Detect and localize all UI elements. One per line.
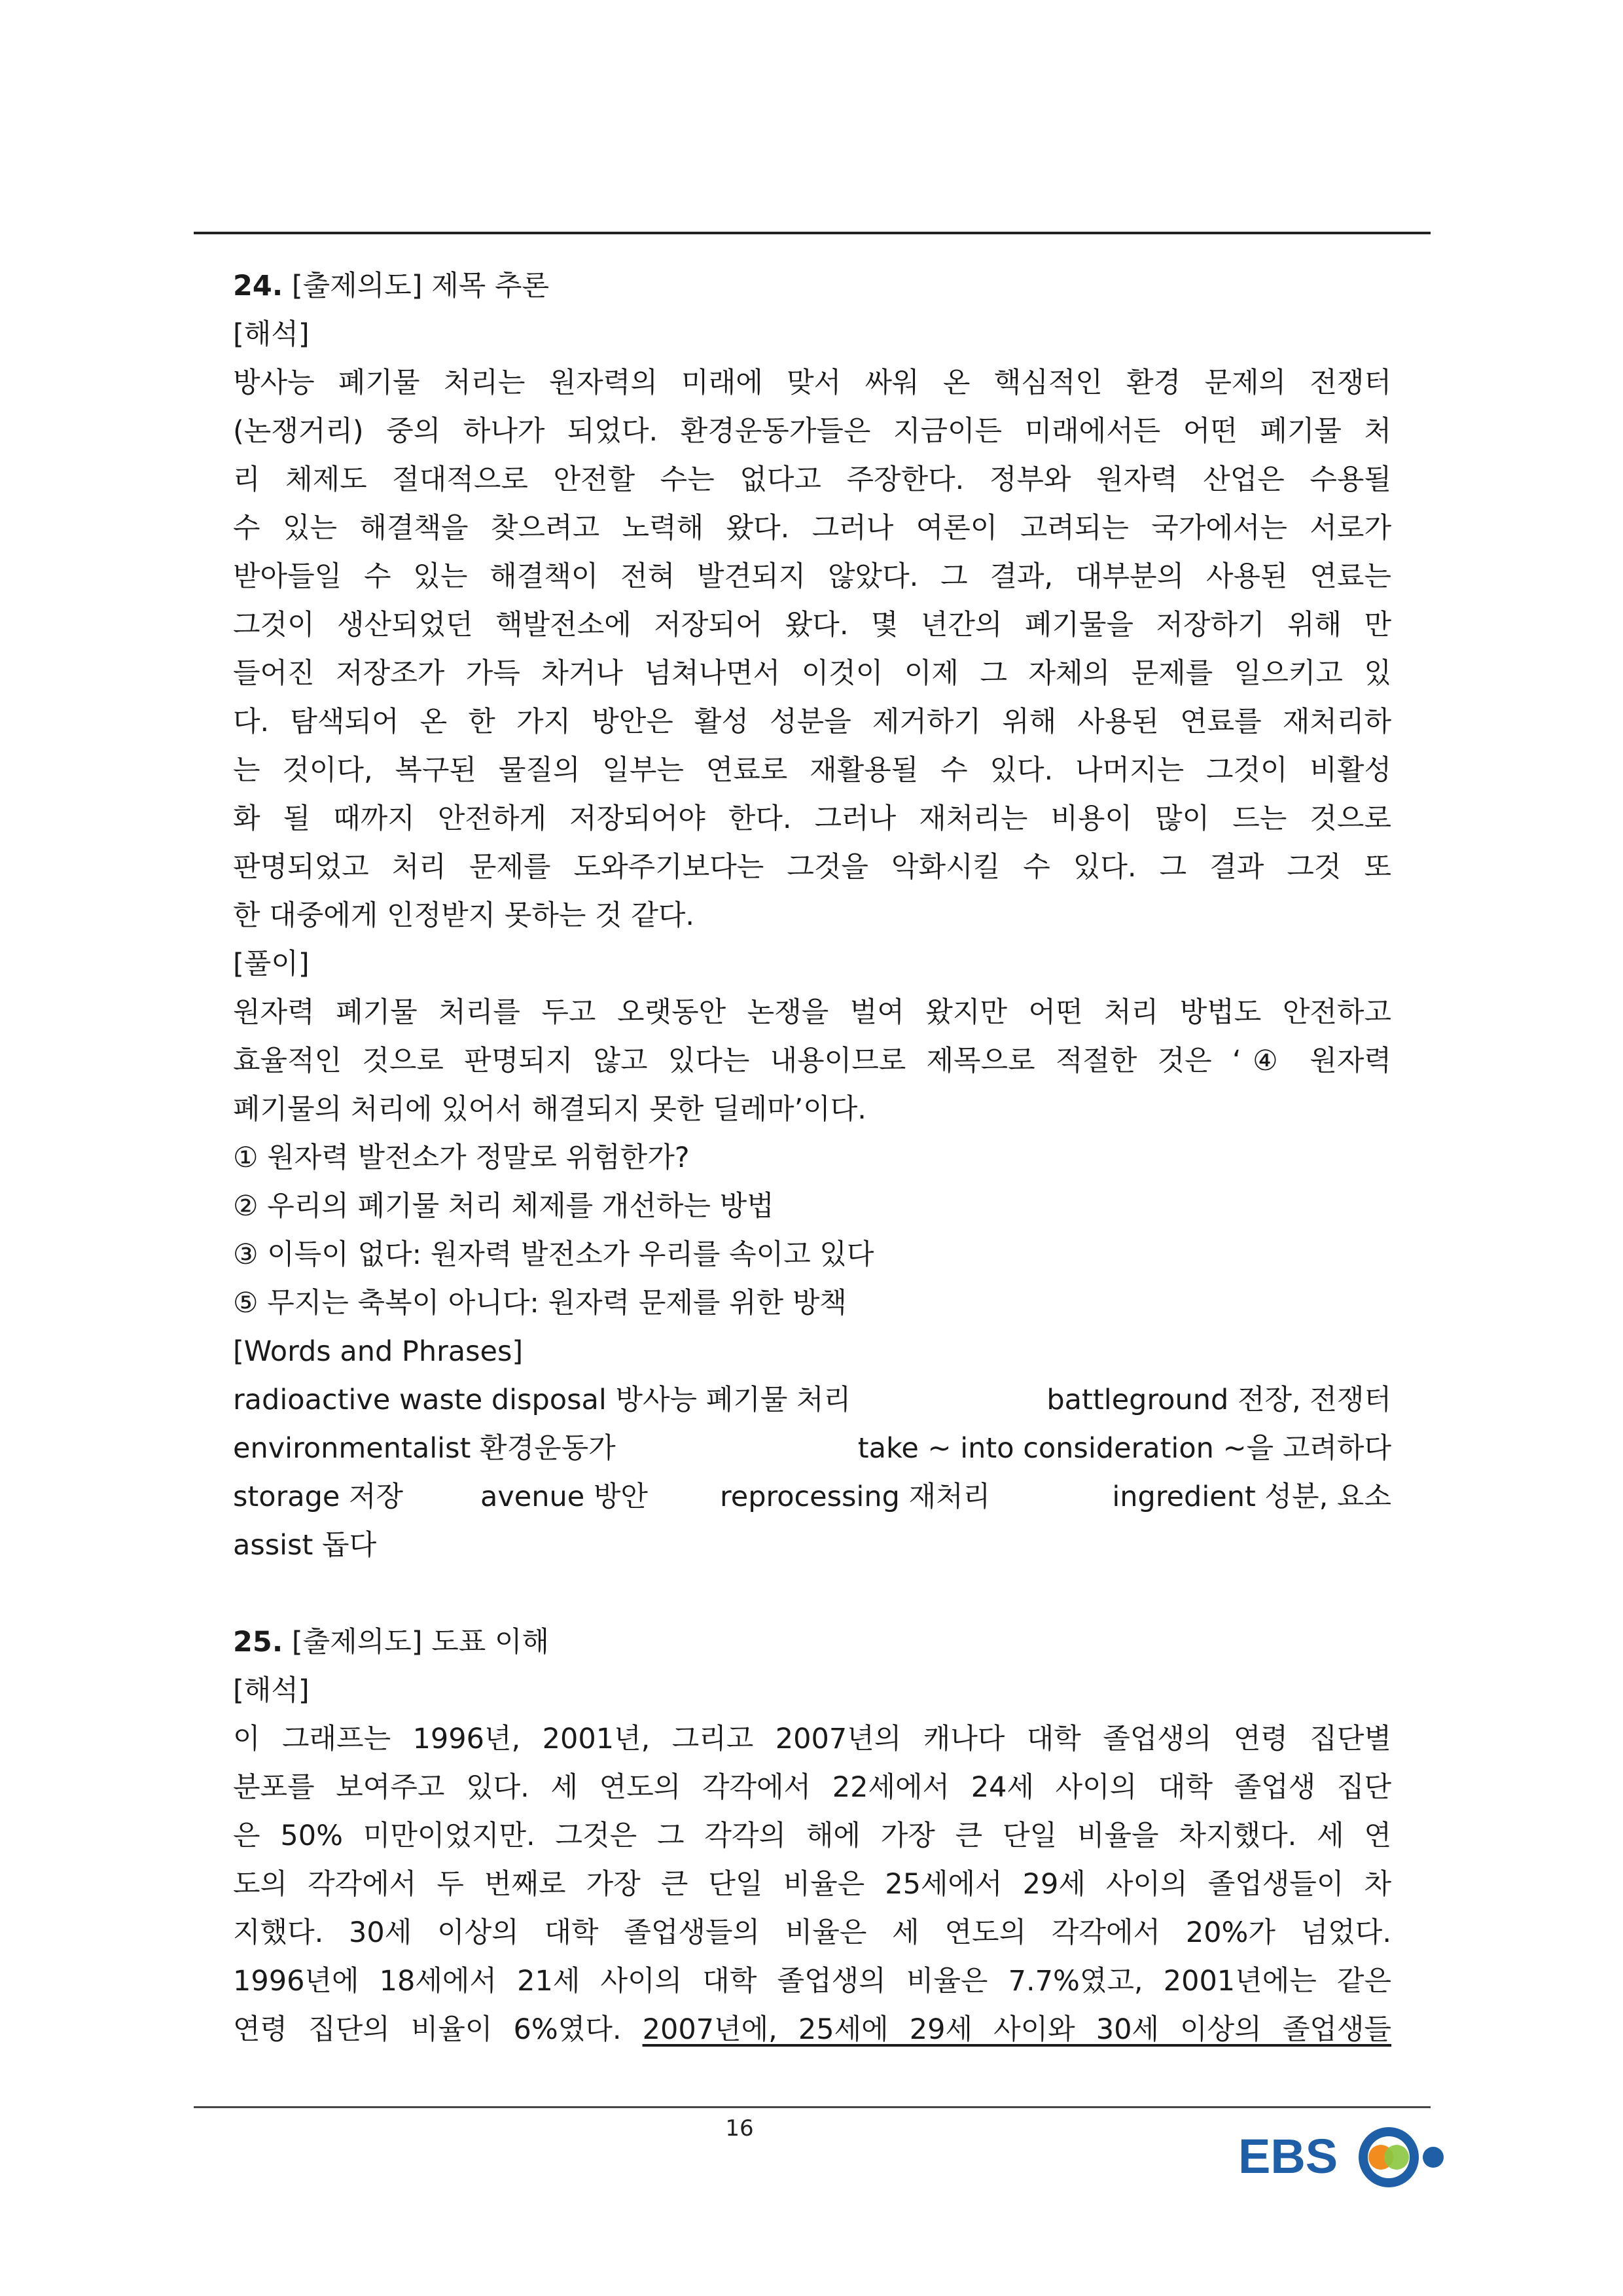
vocab-entry: assist 돕다 [233,1529,377,1562]
q24-heading [233,262,1391,310]
q24-sol-label: [풀이] [233,948,310,980]
section-gap [233,1570,1391,1618]
logo-green-dot-icon [1384,2145,1409,2170]
q24-interp-line: 판명되었고 처리 문제를 도와주기보다는 그것을 악화시킬 수 있다. 그 결과 그것 또 [233,851,1391,884]
q24-interp-line: (논쟁거리) 중의 하나가 되었다. 환경운동가들은 지금이든 미래에서든 어떤 폐기물 처 [233,415,1391,448]
q25-number: 25. [233,1626,283,1659]
q25-interp-line: 이 그래프는 1996년, 2001년, 그리고 2007년의 캐나다 대학 졸업생의 연령 집단별 [233,1723,1391,1755]
q24-sol-line: 폐기물의 처리에 있어서 해결되지 못한 딜레마’이다. [233,1093,866,1126]
q24-sol-line: 원자력 폐기물 처리를 두고 오랫동안 논쟁을 벌여 왔지만 어떤 처리 방법도 안전하고 [233,996,1391,1029]
q25-interp-line: 1996년에 18세에서 21세 사이의 대학 졸업생의 비율은 7.7%였고, 2001년에는 같은 [233,1965,1391,1998]
q25-interp-line: 도의 각각에서 두 번째로 가장 큰 단일 비율은 25세에서 29세 사이의 졸업생들이 차 [233,1868,1391,1901]
vocab-entry: reprocessing 재처리 [720,1480,991,1513]
vocab-entry: environmentalist 환경운동가 [233,1432,616,1465]
vocab-entry: battleground 전장, 전쟁터 [1046,1384,1391,1416]
q24-interp-label: [해석] [233,318,310,351]
q25-interp-line: 은 50% 미만이었지만. 그것은 그 각각의 해에 가장 큰 단일 비율을 차지했다. 세 연 [233,1820,1391,1852]
q24-words-row [233,1521,1391,1570]
q24-interp-line: 방사능 폐기물 처리는 원자력의 미래에 맞서 싸워 온 핵심적인 환경 문제의 전쟁터 [233,367,1391,399]
q24-choice: ① 원자력 발전소가 정말로 위험한가? [233,1141,690,1174]
q24-heading-text: [출제의도] 제목 추론 [283,270,550,302]
q24-interp-line: 다. 탐색되어 온 한 가지 방안은 활성 성분을 제거하기 위해 사용된 연료를 재처리하 [233,706,1391,738]
q24-choice: ② 우리의 폐기물 처리 체제를 개선하는 방법 [233,1190,774,1223]
q25-heading-text: [출제의도] 도표 이해 [283,1626,550,1659]
vocab-entry: avenue 방안 [480,1480,648,1513]
q24-words-label: [Words and Phrases] [233,1335,524,1368]
footer-rule [194,2106,1431,2108]
q24-interp-line: 한 대중에게 인정받지 못하는 것 같다. [233,899,695,932]
vocab-entry: storage 저장 [233,1480,404,1513]
vocab-entry: ingredient 성분, 요소 [1112,1480,1391,1513]
q24-words-row [233,1424,1391,1473]
q24-interp-line: 화 될 때까지 안전하게 저장되어야 한다. 그러나 재처리는 비용이 많이 드는 것으로 [233,802,1391,835]
q25-interp-label: [해석] [233,1674,310,1707]
q25-last-plain: 연령 집단의 비율이 6%였다. [233,2013,643,2046]
logo-small-dot-icon [1423,2147,1444,2168]
q25-last-underlined: 2007년에, 25세에 29세 사이와 30세 이상의 졸업생들 [642,2013,1391,2046]
q24-interp-line: 리 체제도 절대적으로 안전할 수는 없다고 주장한다. 정부와 원자력 산업은 수용될 [233,463,1391,496]
q24-interp-line: 들어진 저장조가 가득 차거나 넘쳐나면서 이것이 이제 그 자체의 문제를 일으키고 있 [233,657,1391,690]
q24-interp-line: 는 것이다, 복구된 물질의 일부는 연료로 재활용될 수 있다. 나머지는 그것이 비활성 [233,754,1391,787]
q25-heading [233,1618,1391,1666]
vocab-entry: take ~ into consideration ~을 고려하다 [857,1432,1391,1465]
q25-interp-line: 분포를 보여주고 있다. 세 연도의 각각에서 22세에서 24세 사이의 대학 졸업생 집단 [233,1771,1391,1804]
page-number: 16 [725,2115,754,2142]
q24-words-row [233,1473,1391,1521]
q24-choice: ③ 이득이 없다: 원자력 발전소가 우리를 속이고 있다 [233,1238,874,1271]
document-body [233,262,1391,2054]
q24-interp-line: 수 있는 해결책을 찾으려고 노력해 왔다. 그러나 여론이 고려되는 국가에서는 서로가 [233,512,1391,545]
q24-choice: ⑤ 무지는 축복이 아니다: 원자력 문제를 위한 방책 [233,1287,847,1319]
q24-interp-line: 받아들일 수 있는 해결책이 전혀 발견되지 않았다. 그 결과, 대부분의 사용된 연료는 [233,560,1391,593]
q24-number: 24. [233,270,283,302]
q25-interp-line-last [233,2005,1391,2054]
header-rule [194,232,1431,234]
vocab-entry: radioactive waste disposal 방사능 폐기물 처리 [233,1384,851,1416]
q24-words-row [233,1376,1391,1424]
q25-interp-line: 지했다. 30세 이상의 대학 졸업생들의 비율은 세 연도의 각각에서 20%가 넘었다. [233,1916,1391,1949]
q24-interp-line: 그것이 생산되었던 핵발전소에 저장되어 왔다. 몇 년간의 폐기물을 저장하기 위해 만 [233,609,1391,641]
q24-sol-line: 효율적인 것으로 판명되지 않고 있다는 내용이므로 제목으로 적절한 것은 ‘④ 원자력 [233,1045,1391,1077]
ebs-logo [1237,2119,1446,2191]
ebs-logo-text: EBS [1238,2129,1338,2183]
